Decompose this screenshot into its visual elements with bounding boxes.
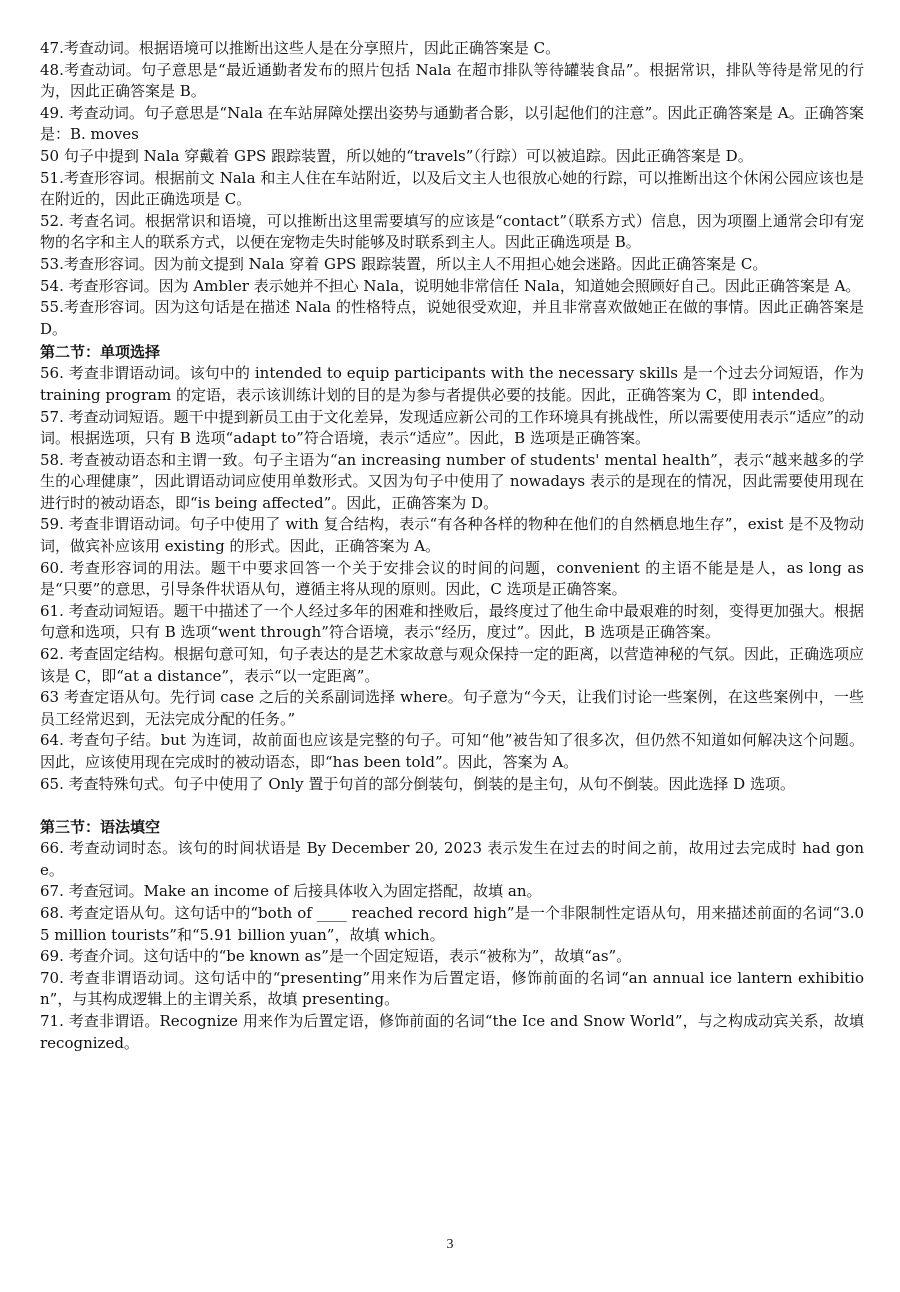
answer-62: 62. 考查固定结构。根据句意可知，句子表达的是艺术家故意与观众保持一定的距离，以营造神秘的气氛。因此，正确选项应该是 C，即“at a distance”，表示“以一定距离”。 [40, 645, 864, 685]
section-spacer [40, 795, 864, 815]
answer-list-single-choice [40, 363, 864, 795]
answer-66: 66. 考查动词时态。该句的时间状语是 By December 20, 2023 表示发生在过去的时间之前，故用过去完成时 had gone。 [40, 839, 864, 879]
answer-49: 49. 考查动词。句子意思是“Nala 在车站屏障处摆出姿势与通勤者合影，以引起他们的注意”。因此正确答案是 A。正确答案是：B. moves [40, 103, 864, 144]
answer-54: 54. 考查形容词。因为 Ambler 表示她并不担心 Nala，说明她非常信任 Nala，知道她会照顾好自己。因此正确答案是 A。 [40, 276, 861, 295]
answer-52: 52. 考查名词。根据常识和语境，可以推断出这里需要填写的应该是“contact”（联系方式）信息，因为项圈上通常会印有宠物的名字和主人的联系方式，以便在宠物走失时能够及时联系到主人。因此正确选项是 B。 [40, 211, 864, 252]
section-heading-single-choice: 第二节：单项选择 [40, 343, 161, 362]
answer-59: 59. 考查非谓语动词。句子中使用了 with 复合结构，表示“有各种各样的物种在他们的自然栖息地生存”，exist 是不及物动词，做宾补应该用 existing 的形式。因此，正确答案为 A。 [40, 515, 864, 556]
answer-56: 56. 考查非谓语动词。该句中的 intended to equip participants with the necessary skills 是一个过去分词短语，作为 training program 的定语，表示该训练计划的目的是为参与者提供必要的技能。因此，正确答案为 C，即 intended。 [40, 364, 864, 404]
answer-58: 58. 考查被动语态和主谓一致。句子主语为“an increasing number of students' mental health”，表示“越来越多的学生的心理健康”，因此谓语动词应使用单数形式。又因为句子中使用了 nowadays 表示的是现在的情况，因此需要使用现在进行时的被动语态，即“is being affected”。因此，正确答案为 D。 [40, 450, 864, 512]
answer-53: 53.考查形容词。因为前文提到 Nala 穿着 GPS 跟踪装置，所以主人不用担心她会迷路。因此正确答案是 C。 [40, 254, 768, 273]
answer-70: 70. 考查非谓语动词。这句话中的“presenting”用来作为后置定语，修饰前面的名词“an annual ice lantern exhibition”，与其构成逻辑上的主谓关系，故填 presenting。 [40, 968, 864, 1009]
answer-71: 71. 考查非谓语。Recognize 用来作为后置定语，修饰前面的名词“the Ice and Snow World”，与之构成动宾关系，故填 recognized。 [40, 1011, 864, 1052]
answer-69: 69. 考查介词。这句话中的“be known as”是一个固定短语，表示“被称为”，故填“as”。 [40, 947, 632, 966]
answer-list-part1 [40, 38, 864, 340]
page-number: 3 [446, 1237, 454, 1252]
answer-list-grammar-fill [40, 838, 864, 1054]
section-heading-grammar-fill: 第三节：语法填空 [40, 818, 161, 837]
answer-48: 48.考查动词。句子意思是“最近通勤者发布的照片包括 Nala 在超市排队等待罐装食品”。根据常识，排队等待是常见的行为，因此正确答案是 B。 [40, 60, 864, 101]
answer-60: 60. 考查形容词的用法。题干中要求回答一个关于安排会议的时间的问题，convenient 的主语不能是是人，as long as 是“只要”的意思，引导条件状语从句，遵循主将从现的原则。因此，C 选项是正确答案。 [40, 558, 864, 599]
answer-65: 65. 考查特殊句式。句子中使用了 Only 置于句首的部分倒装句，倒装的是主句，从句不倒装。因此选择 D 选项。 [40, 774, 795, 793]
answer-57: 57. 考查动词短语。题干中提到新员工由于文化差异，发现适应新公司的工作环境具有挑战性，所以需要使用表示“适应”的动词。根据选项，只有 B 选项“adapt to”符合语境，表示“适应”。因此，B 选项是正确答案。 [40, 407, 864, 448]
answer-50: 50 句子中提到 Nala 穿戴着 GPS 跟踪装置，所以她的“travels”（行踪）可以被追踪。因此正确答案是 D。 [40, 146, 753, 165]
answer-47: 47.考查动词。根据语境可以推断出这些人是在分享照片，因此正确答案是 C。 [40, 39, 561, 57]
answer-63: 63 考查定语从句。先行词 case 之后的关系副词选择 where。句子意为“今天，让我们讨论一些案例，在这些案例中，一些员工经常迟到，无法完成分配的任务。” [40, 688, 864, 728]
answer-51: 51.考查形容词。根据前文 Nala 和主人住在车站附近，以及后文主人也很放心她的行踪，可以推断出这个休闲公园应该也是在附近的，因此正确选项是 C。 [40, 168, 864, 209]
answer-67: 67. 考查冠词。Make an income of 后接具体收入为固定搭配，故填 an。 [40, 882, 542, 901]
answer-64: 64. 考查句子结。but 为连词，故前面也应该是完整的句子。可知“他”被告知了很多次，但仍然不知道如何解决这个问题。因此，应该使用现在完成时的被动语态，即“has been told”。因此，答案为 A。 [40, 731, 864, 771]
answer-55: 55.考查形容词。因为这句话是在描述 Nala 的性格特点，说她很受欢迎，并且非常喜欢做她正在做的事情。因此正确答案是 D。 [40, 298, 864, 338]
answer-68: 68. 考查定语从句。这句话中的“both of ____ reached record high”是一个非限制性定语从句，用来描述前面的名词“3.05 million tourists”和“5.91 billion yuan”，故填 which。 [40, 903, 864, 944]
answer-61: 61. 考查动词短语。题干中描述了一个人经过多年的困难和挫败后，最终度过了他生命中最艰难的时刻，变得更加强大。根据句意和选项，只有 B 选项“went through”符合语境，表示“经历，度过”。因此，B 选项是正确答案。 [40, 601, 864, 642]
